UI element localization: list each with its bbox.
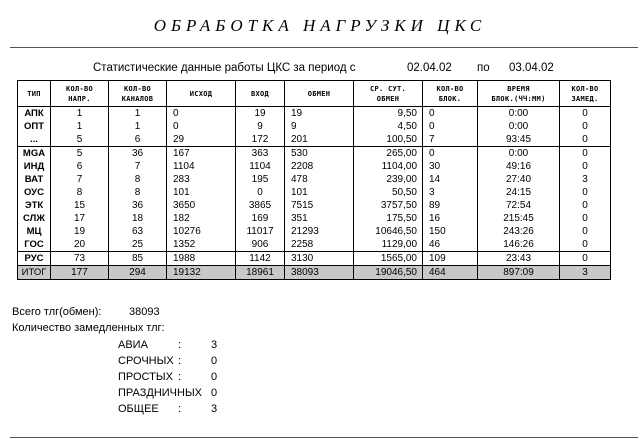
column-header: [560, 81, 611, 107]
cell-blok: 46: [423, 238, 478, 252]
cell-obmen: 2258: [285, 238, 354, 252]
cell-blok: 30: [423, 160, 478, 173]
column-header-line: ВХОД: [250, 89, 270, 98]
cell-vkhod: 1104: [236, 160, 285, 173]
cell-type: ИТОГ: [18, 266, 51, 280]
cell-kanal: 8: [109, 186, 167, 199]
cell-napr: 73: [51, 252, 109, 266]
delayed-item-colon: :: [178, 355, 182, 367]
cell-type: MGA: [18, 147, 51, 161]
cell-vremya: 27:40: [478, 173, 560, 186]
column-header: [167, 81, 236, 107]
delayed-item-colon: :: [178, 339, 182, 351]
column-header-line: БЛОК.(ЧЧ:ММ): [491, 94, 546, 103]
column-header-line: ИСХОД: [189, 89, 213, 98]
cell-zamed: 3: [560, 266, 611, 280]
cell-type: СЛЖ: [18, 212, 51, 225]
delayed-item-value: 3: [211, 403, 218, 415]
period-to-date: 03.04.02: [509, 62, 554, 74]
column-header-line: КОЛ-ВО: [571, 84, 599, 93]
cell-kanal: 63: [109, 225, 167, 238]
cell-sr: 50,50: [354, 186, 423, 199]
cell-vkhod: 19: [236, 107, 285, 121]
column-header: [478, 81, 560, 107]
delayed-item-value: 0: [211, 371, 218, 383]
cell-kanal: 8: [109, 173, 167, 186]
cell-type: ГОС: [18, 238, 51, 252]
table-header-row: [18, 81, 611, 107]
cell-sr: 1129,00: [354, 238, 423, 252]
cell-iskhod: 101: [167, 186, 236, 199]
cell-obmen: 2208: [285, 160, 354, 173]
cell-kanal: 294: [109, 266, 167, 280]
cell-vkhod: 906: [236, 238, 285, 252]
cell-vremya: 72:54: [478, 199, 560, 212]
cell-type: РУС: [18, 252, 51, 266]
column-header: [18, 81, 51, 107]
cell-blok: 7: [423, 133, 478, 147]
delayed-item-value: 0: [211, 387, 218, 399]
cell-sr: 1104,00: [354, 160, 423, 173]
column-header-line: БЛОК.: [438, 94, 462, 103]
column-header: [51, 81, 109, 107]
cell-zamed: 0: [560, 212, 611, 225]
cell-vkhod: 169: [236, 212, 285, 225]
cell-zamed: 3: [560, 173, 611, 186]
cell-blok: 14: [423, 173, 478, 186]
cell-type: ИНД: [18, 160, 51, 173]
delayed-telegrams-label: Количество замедленных тлг:: [12, 322, 165, 334]
cell-iskhod: 1352: [167, 238, 236, 252]
column-header-line: КОЛ-ВО: [436, 84, 464, 93]
cell-zamed: 0: [560, 160, 611, 173]
cell-vkhod: 3865: [236, 199, 285, 212]
cell-obmen: 201: [285, 133, 354, 147]
table-row: [18, 147, 611, 161]
table-row: [18, 120, 611, 133]
cell-type: ОПТ: [18, 120, 51, 133]
cell-vremya: 49:16: [478, 160, 560, 173]
table-row: [18, 212, 611, 225]
total-row: [18, 266, 611, 280]
cell-vremya: 23:43: [478, 252, 560, 266]
period-to-label: по: [477, 62, 490, 74]
column-header-line: ОБМЕН: [307, 89, 331, 98]
cell-vkhod: 18961: [236, 266, 285, 280]
cell-zamed: 0: [560, 186, 611, 199]
cell-obmen: 38093: [285, 266, 354, 280]
cell-sr: 100,50: [354, 133, 423, 147]
cell-zamed: 0: [560, 252, 611, 266]
cell-blok: 3: [423, 186, 478, 199]
table-row: [18, 186, 611, 199]
cell-obmen: 3130: [285, 252, 354, 266]
cell-sr: 9,50: [354, 107, 423, 121]
cell-obmen: 21293: [285, 225, 354, 238]
cell-zamed: 0: [560, 147, 611, 161]
cell-zamed: 0: [560, 225, 611, 238]
cell-kanal: 85: [109, 252, 167, 266]
cell-obmen: 19: [285, 107, 354, 121]
table-row: [18, 107, 611, 121]
total-telegrams-label: Всего тлг(обмен):: [12, 306, 102, 318]
cell-kanal: 36: [109, 199, 167, 212]
table-row: [18, 238, 611, 252]
cell-vkhod: 195: [236, 173, 285, 186]
cell-zamed: 0: [560, 199, 611, 212]
cell-iskhod: 29: [167, 133, 236, 147]
cell-zamed: 0: [560, 107, 611, 121]
table-row: [18, 199, 611, 212]
cell-napr: 20: [51, 238, 109, 252]
column-header-line: ОБМЕН: [376, 94, 400, 103]
cell-kanal: 36: [109, 147, 167, 161]
cell-blok: 16: [423, 212, 478, 225]
cell-type: ОУС: [18, 186, 51, 199]
cell-vremya: 93:45: [478, 133, 560, 147]
cell-obmen: 351: [285, 212, 354, 225]
cell-blok: 0: [423, 120, 478, 133]
top-divider: [10, 47, 638, 48]
table-row: [18, 160, 611, 173]
cell-napr: 17: [51, 212, 109, 225]
cell-obmen: 9: [285, 120, 354, 133]
delayed-item-colon: :: [178, 371, 182, 383]
cell-vkhod: 1142: [236, 252, 285, 266]
cell-kanal: 1: [109, 107, 167, 121]
cell-zamed: 0: [560, 238, 611, 252]
cell-napr: 15: [51, 199, 109, 212]
cell-napr: 5: [51, 147, 109, 161]
cell-obmen: 101: [285, 186, 354, 199]
column-header-line: КОЛ-ВО: [123, 84, 152, 93]
column-header-line: ТИП: [27, 89, 41, 98]
cell-vkhod: 11017: [236, 225, 285, 238]
cell-iskhod: 182: [167, 212, 236, 225]
cell-sr: 3757,50: [354, 199, 423, 212]
cell-vremya: 215:45: [478, 212, 560, 225]
cell-kanal: 1: [109, 120, 167, 133]
column-header-line: КАНАЛОВ: [121, 94, 154, 103]
cell-vremya: 0:00: [478, 120, 560, 133]
cell-obmen: 530: [285, 147, 354, 161]
cell-sr: 10646,50: [354, 225, 423, 238]
cell-blok: 0: [423, 147, 478, 161]
cell-sr: 4,50: [354, 120, 423, 133]
statistics-table: [17, 80, 611, 280]
table-row: [18, 173, 611, 186]
cell-zamed: 0: [560, 133, 611, 147]
cell-type: МЦ: [18, 225, 51, 238]
cell-type: ...: [18, 133, 51, 147]
cell-napr: 7: [51, 173, 109, 186]
cell-iskhod: 167: [167, 147, 236, 161]
period-label: Статистические данные работы ЦКС за период с: [93, 62, 356, 74]
table-row: [18, 133, 611, 147]
cell-obmen: 478: [285, 173, 354, 186]
delayed-item-label: ОБЩЕЕ: [118, 403, 159, 415]
column-header: [285, 81, 354, 107]
table-body: [18, 107, 611, 280]
delayed-item-label: АВИА: [118, 339, 148, 351]
delayed-item-label: ПРАЗДНИЧНЫХ: [118, 387, 203, 399]
cell-kanal: 7: [109, 160, 167, 173]
column-header-line: КОЛ-ВО: [65, 84, 94, 93]
period-from-date: 02.04.02: [407, 62, 452, 74]
delayed-item-label: СРОЧНЫХ: [118, 355, 174, 367]
cell-iskhod: 0: [167, 107, 236, 121]
cell-iskhod: 1104: [167, 160, 236, 173]
table-row: [18, 225, 611, 238]
cell-type: ЭТК: [18, 199, 51, 212]
bottom-divider: [10, 437, 638, 438]
cell-iskhod: 10276: [167, 225, 236, 238]
column-header: [354, 81, 423, 107]
cell-kanal: 6: [109, 133, 167, 147]
cell-type: ВАТ: [18, 173, 51, 186]
cell-sr: 1565,00: [354, 252, 423, 266]
cell-iskhod: 19132: [167, 266, 236, 280]
cell-obmen: 7515: [285, 199, 354, 212]
cell-napr: 6: [51, 160, 109, 173]
column-header-line: ЗАМЕД.: [571, 94, 599, 103]
column-header: [236, 81, 285, 107]
total-telegrams-value: 38093: [129, 306, 160, 318]
cell-iskhod: 3650: [167, 199, 236, 212]
column-header-line: НАПР.: [68, 94, 91, 103]
delayed-item-colon: :: [178, 403, 182, 415]
cell-napr: 5: [51, 133, 109, 147]
cell-vkhod: 172: [236, 133, 285, 147]
cell-sr: 19046,50: [354, 266, 423, 280]
cell-kanal: 18: [109, 212, 167, 225]
cell-vkhod: 0: [236, 186, 285, 199]
cell-blok: 0: [423, 107, 478, 121]
cell-kanal: 25: [109, 238, 167, 252]
cell-vremya: 24:15: [478, 186, 560, 199]
column-header-line: СР. СУТ.: [369, 84, 407, 93]
delayed-item-value: 3: [211, 339, 218, 351]
cell-vkhod: 363: [236, 147, 285, 161]
cell-zamed: 0: [560, 120, 611, 133]
cell-vremya: 243:26: [478, 225, 560, 238]
cell-blok: 464: [423, 266, 478, 280]
column-header-line: ВРЕМЯ: [507, 84, 530, 93]
delayed-item-value: 0: [211, 355, 218, 367]
delayed-item-label: ПРОСТЫХ: [118, 371, 173, 383]
cell-type: АПК: [18, 107, 51, 121]
cell-vremya: 146:26: [478, 238, 560, 252]
cell-vkhod: 9: [236, 120, 285, 133]
column-header: [423, 81, 478, 107]
cell-sr: 239,00: [354, 173, 423, 186]
cell-napr: 1: [51, 107, 109, 121]
cell-iskhod: 1988: [167, 252, 236, 266]
cell-iskhod: 283: [167, 173, 236, 186]
column-header: [109, 81, 167, 107]
cell-napr: 8: [51, 186, 109, 199]
cell-napr: 177: [51, 266, 109, 280]
cell-napr: 1: [51, 120, 109, 133]
cell-vremya: 0:00: [478, 107, 560, 121]
cell-blok: 109: [423, 252, 478, 266]
cell-sr: 175,50: [354, 212, 423, 225]
cell-blok: 89: [423, 199, 478, 212]
report-title: ОБРАБОТКА НАГРУЗКИ ЦКС: [153, 16, 487, 35]
cell-blok: 150: [423, 225, 478, 238]
cell-iskhod: 0: [167, 120, 236, 133]
cell-vremya: 897:09: [478, 266, 560, 280]
cell-vremya: 0:00: [478, 147, 560, 161]
cell-napr: 19: [51, 225, 109, 238]
table-row: [18, 252, 611, 266]
cell-sr: 265,00: [354, 147, 423, 161]
